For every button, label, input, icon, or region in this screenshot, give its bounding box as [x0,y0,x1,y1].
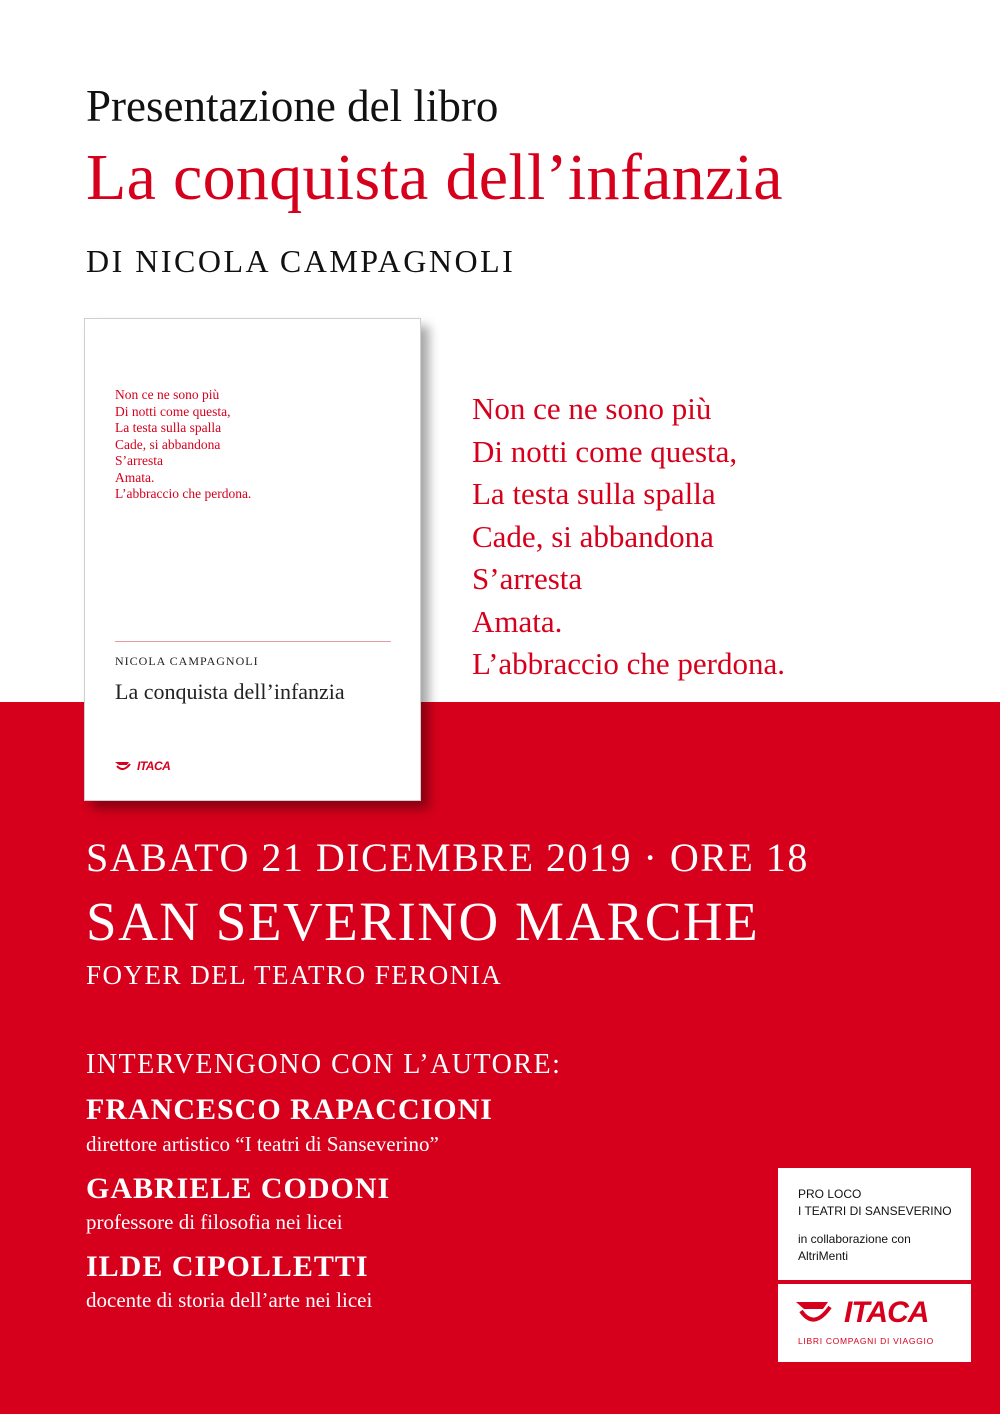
itaca-logo [796,1296,928,1330]
itaca-logo-text: ITACA [844,1296,929,1329]
book-cover-poem-line: Di notti come questa, [115,403,231,419]
author-line: DI NICOLA CAMPAGNOLI [86,243,516,279]
poster-subtitle: Presentazione del libro [86,81,499,131]
book-cover-poem [115,387,251,503]
itaca-swoosh-icon [796,1298,840,1328]
event-date-time: SABATO 21 DICEMBRE 2019 · ORE 18 [86,835,809,880]
poem-line: Non ce ne sono più [472,391,712,426]
sponsor-organizer: I TEATRI DI SANSEVERINO [798,1204,952,1218]
book-cover-poem-line: Cade, si abbandona [115,436,221,452]
event-city: SAN SEVERINO MARCHE [86,891,760,952]
sponsor-box [778,1168,971,1362]
poem-line: L’abbraccio che perdona. [472,646,785,681]
speaker-role: direttore artistico “I teatri di Sanseverino” [86,1132,439,1156]
book-cover-publisher-logo [115,759,170,773]
speaker-role: professore di filosofia nei licei [86,1210,343,1234]
book-cover-poem-line: L’abbraccio che perdona. [115,486,252,501]
book-cover-publisher-name: ITACA [137,759,171,773]
poem-line: Cade, si abbandona [472,518,714,554]
speaker-name: ILDE CIPOLLETTI [86,1250,369,1283]
event-venue: FOYER DEL TEATRO FERONIA [86,960,503,990]
sponsor-collaborator: AltriMenti [798,1249,849,1263]
poem-line: Amata. [472,603,563,639]
speaker-role: docente di storia dell’arte nei licei [86,1288,373,1312]
itaca-swoosh-icon [115,760,135,772]
itaca-tagline: LIBRI COMPAGNI DI VIAGGIO [798,1336,934,1346]
sponsor-divider [778,1280,971,1284]
speakers-heading: INTERVENGONO CON L’AUTORE: [86,1049,562,1080]
book-cover-poem-line: La testa sulla spalla [115,420,222,435]
poem-line: Di notti come questa, [472,433,738,469]
book-cover [84,318,421,801]
book-cover-poem-line: Non ce ne sono più [115,387,220,402]
poem-line: S’arresta [472,561,583,596]
book-title-heading: La conquista dell’infanzia [86,141,783,214]
poem-excerpt [472,388,785,686]
sponsor-collaboration-label: in collaborazione con [798,1232,911,1246]
sponsor-organizer: PRO LOCO [798,1187,862,1201]
book-cover-title: La conquista dell’infanzia [115,679,345,704]
book-cover-divider [115,641,391,642]
speaker-name: FRANCESCO RAPACCIONI [86,1093,493,1126]
book-cover-poem-line: Amata. [115,469,155,485]
book-cover-poem-line: S’arresta [115,453,163,468]
book-cover-author: NICOLA CAMPAGNOLI [115,654,259,668]
speaker-name: GABRIELE CODONI [86,1172,391,1205]
poem-line: La testa sulla spalla [472,476,716,511]
